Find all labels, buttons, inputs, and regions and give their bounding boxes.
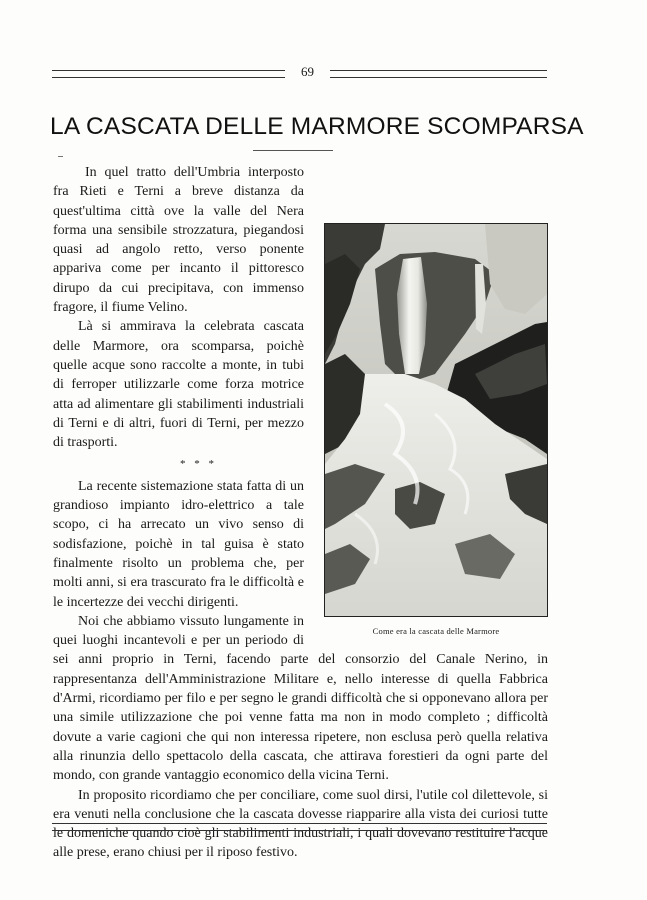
figure-caption: Come era la cascata delle Marmore xyxy=(372,626,500,636)
waterfall-figure xyxy=(324,223,548,637)
article-body xyxy=(53,163,548,863)
margin-mark xyxy=(58,156,63,157)
paragraph-1: In quel tratto dell'Umbria interposto fra Rieti e Terni a breve distanza da quest'ultima città ove la valle del Nera forma una sensibile strozzatura, piegandosi quasi ad angolo retto, verso ponente appariva come per incanto il pittoresco dirupo da cui precipitava, con immenso fragore, il fiume Velino. xyxy=(53,165,304,316)
paragraph-5: In proposito ricordiamo che per conciliare, come suol dirsi, l'utile col dilettevole, si era venuti nella conclusione che la cascata dovesse riapparire alla vista dei curiosi tutte le domeniche quando cioè gli stabilimenti industriali, i quali dovevano restituire l'acque alle prese, erano chiusi per il riposo festivo. xyxy=(53,787,548,861)
page-number: 69 xyxy=(301,64,314,79)
article-title: LA CASCATA DELLE MARMORE SCOMPARSA xyxy=(50,113,584,140)
title-underline xyxy=(253,150,333,151)
paragraph-3: La recente sistemazione stata fatta di un grandioso impianto idro-elettrico a tale scopo, ci ha arrecato un vivo senso di sodisfazione, poichè in tal guisa è stato finalmente risolto un problema che, per molti anni, si era trascurato fra le difficoltà e le incertezze dei vecchi dirigenti. xyxy=(53,478,304,610)
paragraph-2: Là si ammirava la celebrata cascata delle Marmore, ora scomparsa, poichè quelle acque sono raccolte a monte, in tubi di ferroper utilizzarle come forza motrice atta ad alimentare gli stabilimenti industriali di Terni e di altri, fuori di Terni, per mezzo di trasporti. xyxy=(53,319,304,451)
waterfall-photo xyxy=(324,223,548,617)
header-rule-right xyxy=(330,70,547,78)
footer-rule xyxy=(52,823,547,831)
paragraph-4: Noi che abbiamo vissuto lungamente in quei luoghi incantevoli e per un periodo di sei anni proprio in Terni, facendo parte del consorzio del Canale Nerino, in rappresentanza dell'Amministrazione Militare e, nello interesse di quella Fabbrica d'Armi, ricordiamo per filo e per segno le grandi difficoltà che si opponevano allora per una simile utilizzazione che poi venne fatta ma non in modo completo ; difficoltà dovute a varie cagioni che qui non interessa ripetere, non esclusa però quella relativa alla rinunzia dello spettacolo della cascata, che attirava forestieri da ogni parte del mondo, con grande vantaggio economico della vicina Terni. xyxy=(53,613,548,784)
section-separator: * * * xyxy=(180,458,217,471)
header-rule-left xyxy=(52,70,285,78)
